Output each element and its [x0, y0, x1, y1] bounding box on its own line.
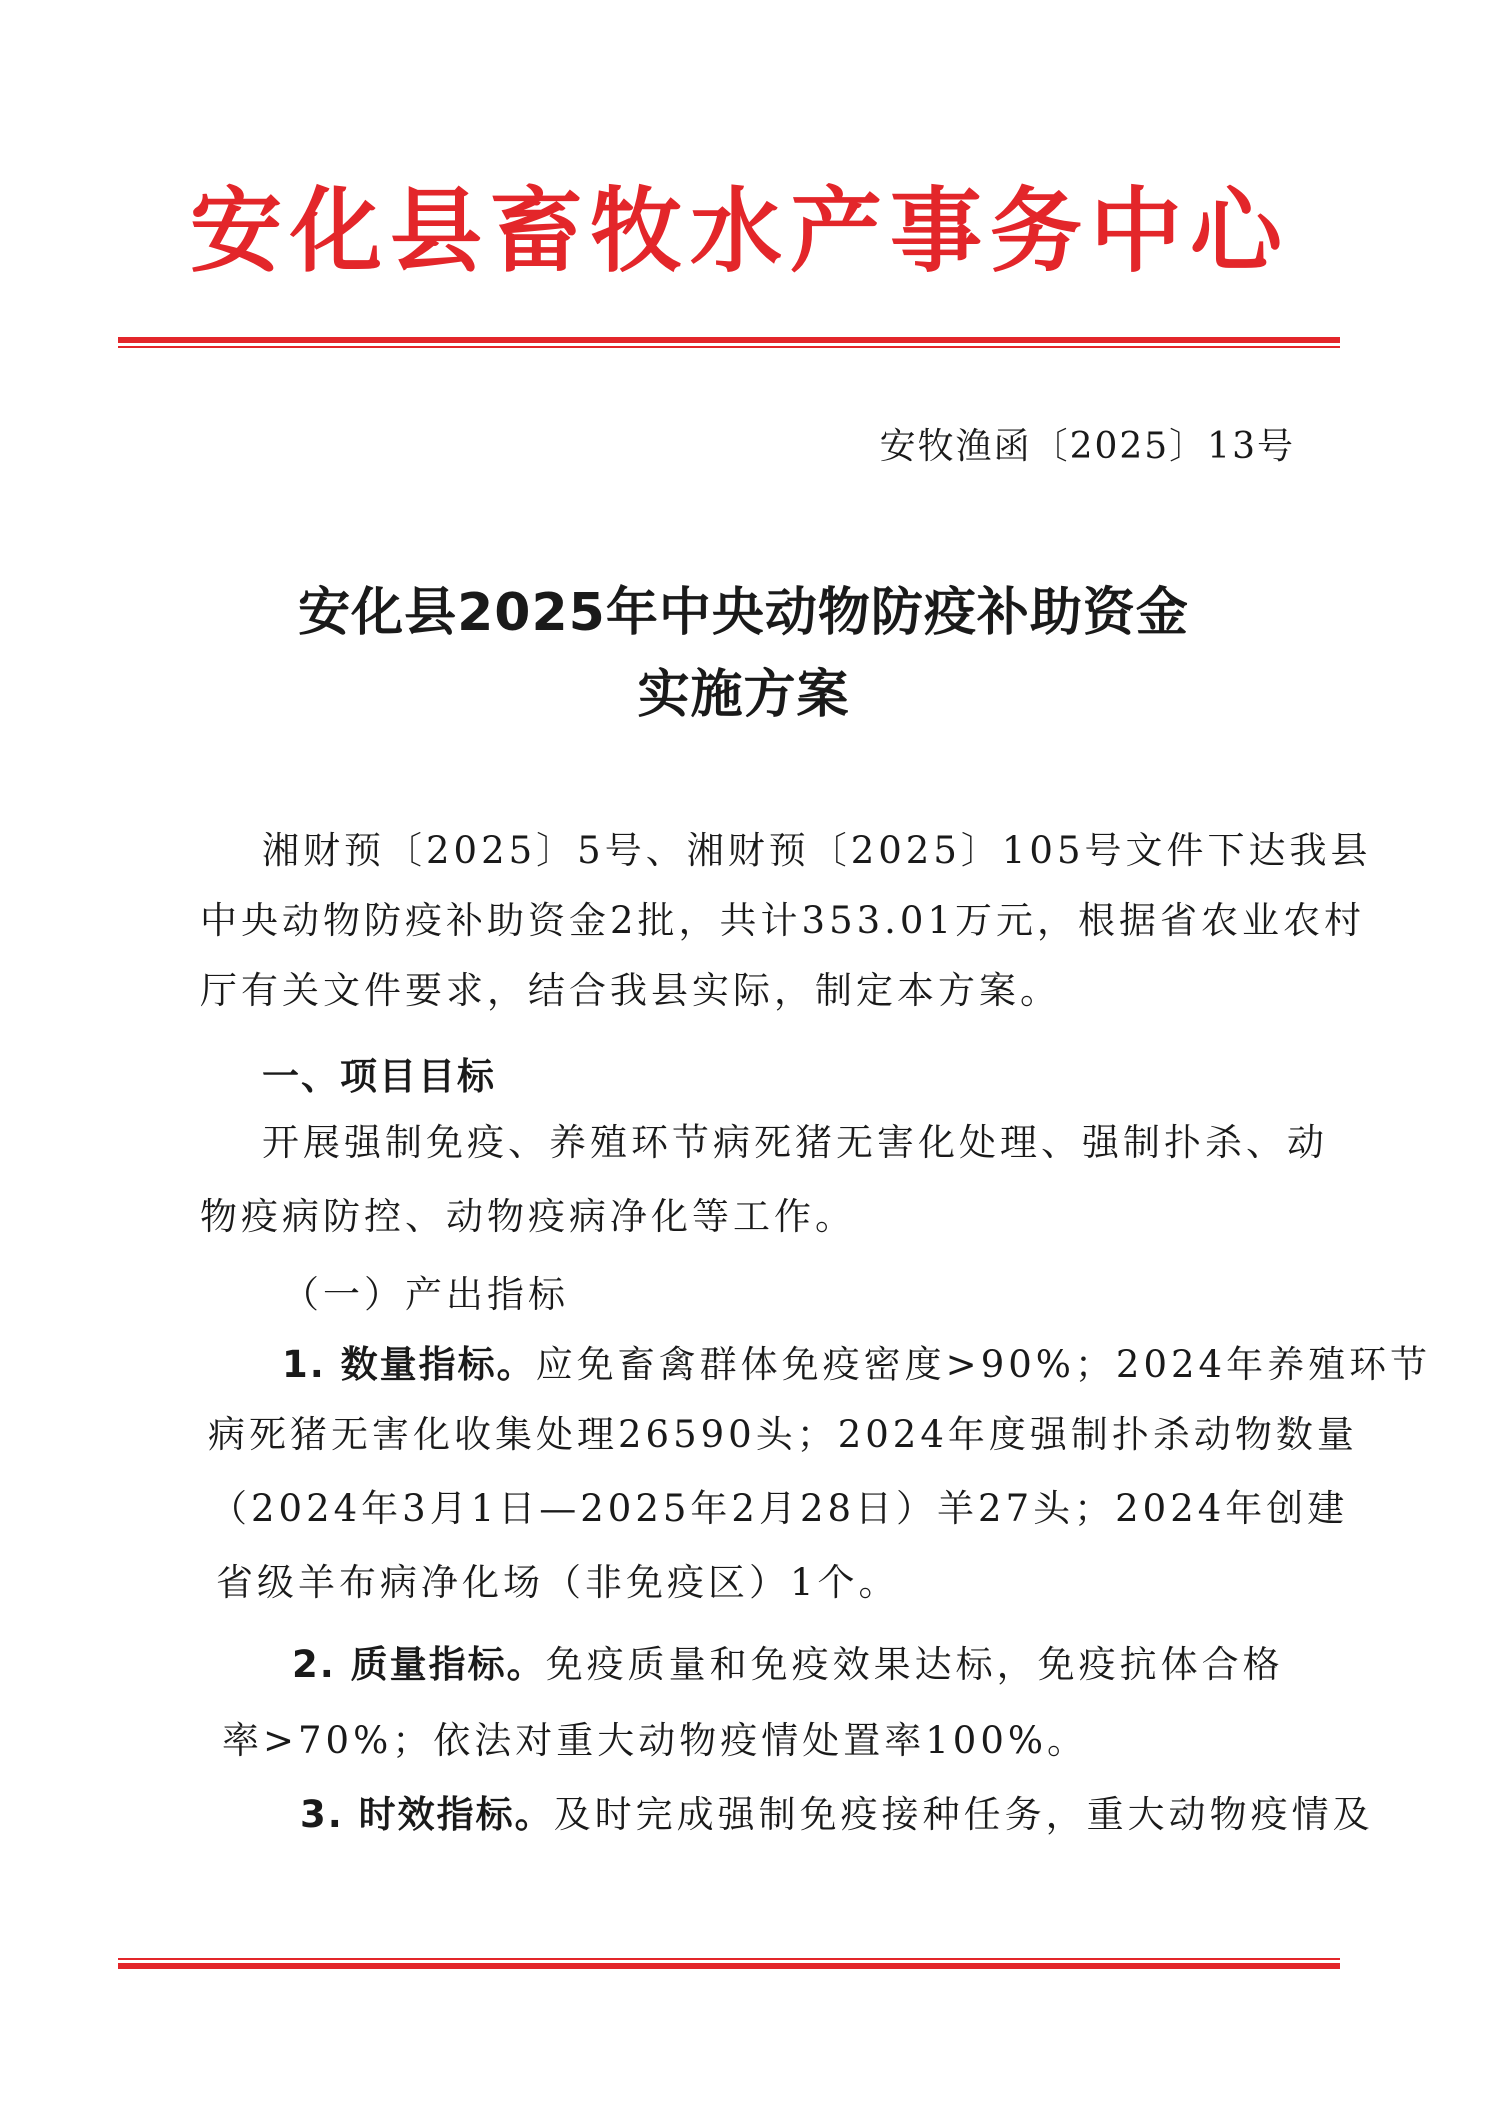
quantity-indicator-text: 应免畜禽群体免疫密度>90%；2024年养殖环节 — [535, 1343, 1432, 1386]
quality-indicator-line-1 — [292, 1643, 1284, 1686]
document-title-line-2: 实施方案 — [637, 665, 850, 725]
quality-indicator-label: 2. 质量指标。 — [292, 1643, 546, 1686]
section1-text-line-2: 物疫病防控、动物疫病净化等工作。 — [200, 1195, 856, 1238]
quality-indicator-text: 免疫质量和免疫效果达标，免疫抗体合格 — [545, 1643, 1284, 1686]
section1-text-line-1: 开展强制免疫、养殖环节病死猪无害化处理、强制扑杀、动 — [262, 1121, 1328, 1164]
issuing-org-masthead: 安化县畜牧水产事务中心 — [190, 177, 1291, 285]
quantity-indicator-line-4: 省级羊布病净化场（非免疫区）1个。 — [216, 1561, 900, 1604]
document-number: 安牧渔函〔2025〕13号 — [879, 426, 1295, 467]
red-header-rule — [118, 337, 1340, 348]
timeliness-indicator-label: 3. 时效指标。 — [300, 1793, 554, 1836]
timeliness-indicator-line-1 — [300, 1793, 1374, 1836]
intro-line-1: 湘财预〔2025〕5号、湘财预〔2025〕105号文件下达我县 — [262, 829, 1372, 872]
intro-line-2: 中央动物防疫补助资金2批，共计353.01万元，根据省农业农村 — [200, 899, 1366, 942]
quantity-indicator-line-3: （2024年3月1日—2025年2月28日）羊27头；2024年创建 — [210, 1487, 1349, 1530]
red-footer-rule — [118, 1958, 1340, 1969]
timeliness-indicator-text: 及时完成强制免疫接种任务，重大动物疫情及 — [553, 1793, 1374, 1836]
document-title-line-1: 安化县2025年中央动物防疫补助资金 — [298, 583, 1189, 643]
quantity-indicator-line-1 — [282, 1343, 1432, 1386]
quality-indicator-line-2: 率>70%；依法对重大动物疫情处置率100%。 — [222, 1719, 1089, 1762]
subsection-heading-output-indicators: （一）产出指标 — [282, 1273, 569, 1316]
intro-line-3: 厅有关文件要求，结合我县实际，制定本方案。 — [200, 969, 1061, 1012]
quantity-indicator-line-2: 病死猪无害化收集处理26590头；2024年度强制扑杀动物数量 — [208, 1413, 1358, 1456]
section-heading-project-goals: 一、项目目标 — [262, 1055, 496, 1098]
quantity-indicator-label: 1. 数量指标。 — [282, 1343, 536, 1386]
